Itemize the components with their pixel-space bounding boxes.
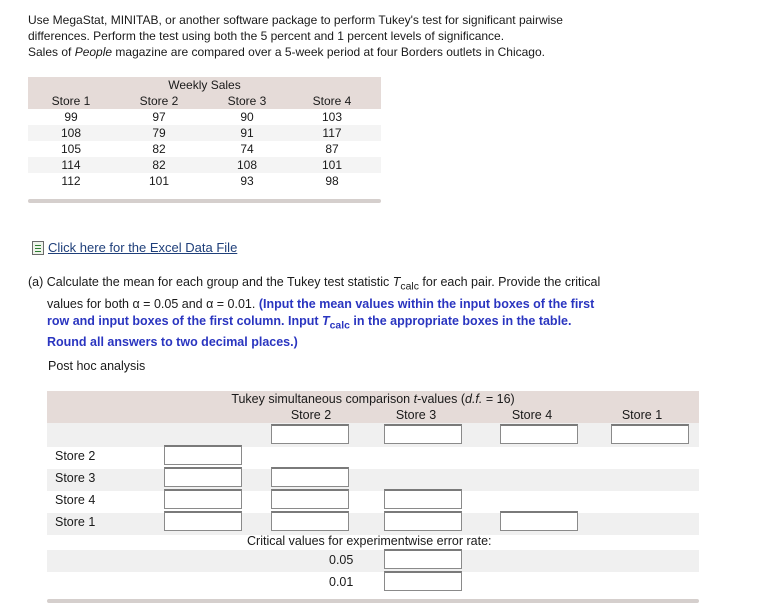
table-row xyxy=(28,157,381,173)
tcalc-store1-vs-store3[interactable] xyxy=(384,511,462,531)
tukey-table xyxy=(47,391,699,606)
intro-line-3-post: magazine are compared over a 5-week period at four Borders outlets in Chicago. xyxy=(112,45,545,59)
intro-line-3-pre: Sales of xyxy=(28,45,75,59)
table-cell: 103 xyxy=(321,110,343,124)
tcalc-store3-vs-store2[interactable] xyxy=(271,467,349,487)
mean-input-row-store-3[interactable] xyxy=(164,467,242,487)
table-cell: 97 xyxy=(152,110,166,124)
sales-table-title: Weekly Sales xyxy=(168,78,241,92)
critical-value-001-input[interactable] xyxy=(384,571,462,591)
table-row xyxy=(28,125,381,141)
table-cell: 117 xyxy=(322,126,342,140)
part-a-instructions xyxy=(28,274,768,351)
mean-input-row-store-4[interactable] xyxy=(164,489,242,509)
table-cell: 87 xyxy=(325,142,339,156)
table-cell: 91 xyxy=(240,126,254,140)
table-cell: 82 xyxy=(152,158,166,172)
table-cell: 108 xyxy=(236,158,258,172)
table-cell: 101 xyxy=(148,174,170,188)
tcalc-store1-vs-store4[interactable] xyxy=(500,511,578,531)
tcalc-store4-vs-store3[interactable] xyxy=(384,489,462,509)
tukey-col-store-1: Store 1 xyxy=(621,408,663,422)
tcalc-store4-vs-store2[interactable] xyxy=(271,489,349,509)
part-a-instruction-2a: row and input boxes of the first column. Input xyxy=(47,313,322,328)
sales-col-store-4: Store 4 xyxy=(312,94,352,108)
table-cell: 98 xyxy=(325,174,339,188)
table-cell: 114 xyxy=(61,158,81,172)
part-a-text-3: values for both α = 0.05 and α = 0.01. xyxy=(47,296,259,311)
table-row xyxy=(47,447,699,469)
critical-row-005 xyxy=(47,550,699,572)
tukey-title-pre: Tukey simultaneous comparison xyxy=(231,392,414,406)
tcalc-symbol: T xyxy=(322,313,330,328)
tukey-table-header xyxy=(47,391,699,423)
part-a-label: (a) xyxy=(28,275,44,289)
table-cell: 93 xyxy=(240,174,254,188)
sales-col-store-1: Store 1 xyxy=(51,94,91,108)
sales-table-header xyxy=(28,77,381,109)
mean-input-row-store-2[interactable] xyxy=(164,445,242,465)
mean-input-row-store-1[interactable] xyxy=(164,511,242,531)
table-cell: 90 xyxy=(240,110,254,124)
mean-input-store-4[interactable] xyxy=(500,424,578,444)
tukey-table-title xyxy=(47,392,699,406)
sales-col-store-2: Store 2 xyxy=(139,94,179,108)
excel-data-link[interactable] xyxy=(32,240,237,255)
intro-line-3 xyxy=(28,44,768,60)
tukey-title-t: t xyxy=(413,392,418,406)
critical-level-005: 0.05 xyxy=(329,553,354,567)
table-cell: 74 xyxy=(240,142,254,156)
part-a-instruction-2d: in the appropriate boxes in the table. xyxy=(349,313,572,328)
sales-table-divider xyxy=(28,199,381,203)
intro-magazine-name: People xyxy=(74,45,113,59)
tukey-title-df: d.f. xyxy=(465,392,483,406)
part-a-text-2: for each pair. Provide the critical xyxy=(418,275,601,289)
critical-level-001: 0.01 xyxy=(329,575,354,589)
intro-line-2: differences. Perform the test using both the 5 percent and 1 percent levels of significance. xyxy=(28,29,505,43)
tcalc-subscript: calc xyxy=(329,320,350,331)
table-cell: 79 xyxy=(152,126,166,140)
table-row xyxy=(47,491,699,513)
tukey-col-store-4: Store 4 xyxy=(511,408,553,422)
table-cell: 82 xyxy=(152,142,166,156)
part-a-line-2 xyxy=(28,296,768,313)
table-row xyxy=(28,141,381,157)
critical-row-001 xyxy=(47,572,699,594)
part-a-text-1: Calculate the mean for each group and the Tukey test statistic xyxy=(43,275,393,289)
tcalc-symbol: T xyxy=(392,275,401,289)
part-a-line-3 xyxy=(28,313,768,335)
mean-input-store-2[interactable] xyxy=(271,424,349,444)
mean-input-store-3[interactable] xyxy=(384,424,462,444)
table-cell: 99 xyxy=(64,110,78,124)
tukey-title-post: = 16) xyxy=(482,392,515,406)
row-label-store-3: Store 3 xyxy=(55,471,96,485)
tukey-table-divider xyxy=(47,599,699,603)
intro-line-1: Use MegaStat, MINITAB, or another software package to perform Tukey's test for significant pairwise xyxy=(28,13,563,27)
table-cell: 112 xyxy=(61,174,81,188)
mean-input-store-1[interactable] xyxy=(611,424,689,444)
part-a-line-4: Round all answers to two decimal places.) xyxy=(47,335,298,349)
table-row xyxy=(28,173,381,189)
table-cell: 105 xyxy=(60,142,82,156)
table-cell: 101 xyxy=(321,158,343,172)
tukey-title-mid: -values ( xyxy=(417,392,465,406)
excel-data-link-text[interactable]: Click here for the Excel Data File xyxy=(48,240,238,255)
table-row xyxy=(28,109,381,125)
part-a-instruction-1: (Input the mean values within the input boxes of the first xyxy=(258,296,595,311)
excel-file-icon xyxy=(32,241,44,255)
tcalc-subscript: calc xyxy=(400,281,419,293)
sales-col-store-3: Store 3 xyxy=(227,94,267,108)
table-cell: 108 xyxy=(60,126,82,140)
row-label-store-1: Store 1 xyxy=(55,515,96,529)
tukey-col-store-2: Store 2 xyxy=(290,408,332,422)
tcalc-store1-vs-store2[interactable] xyxy=(271,511,349,531)
tukey-col-store-3: Store 3 xyxy=(395,408,437,422)
table-row xyxy=(47,469,699,491)
weekly-sales-table xyxy=(28,77,381,203)
posthoc-label: Post hoc analysis xyxy=(48,359,146,373)
row-label-store-4: Store 4 xyxy=(55,493,96,507)
tukey-mean-row xyxy=(47,423,699,447)
critical-value-005-input[interactable] xyxy=(384,549,462,569)
problem-intro xyxy=(28,12,768,60)
part-a-line-1 xyxy=(28,274,768,296)
critical-values-label: Critical values for experimentwise error rate: xyxy=(247,534,492,548)
row-label-store-2: Store 2 xyxy=(55,449,96,463)
table-row xyxy=(47,513,699,535)
